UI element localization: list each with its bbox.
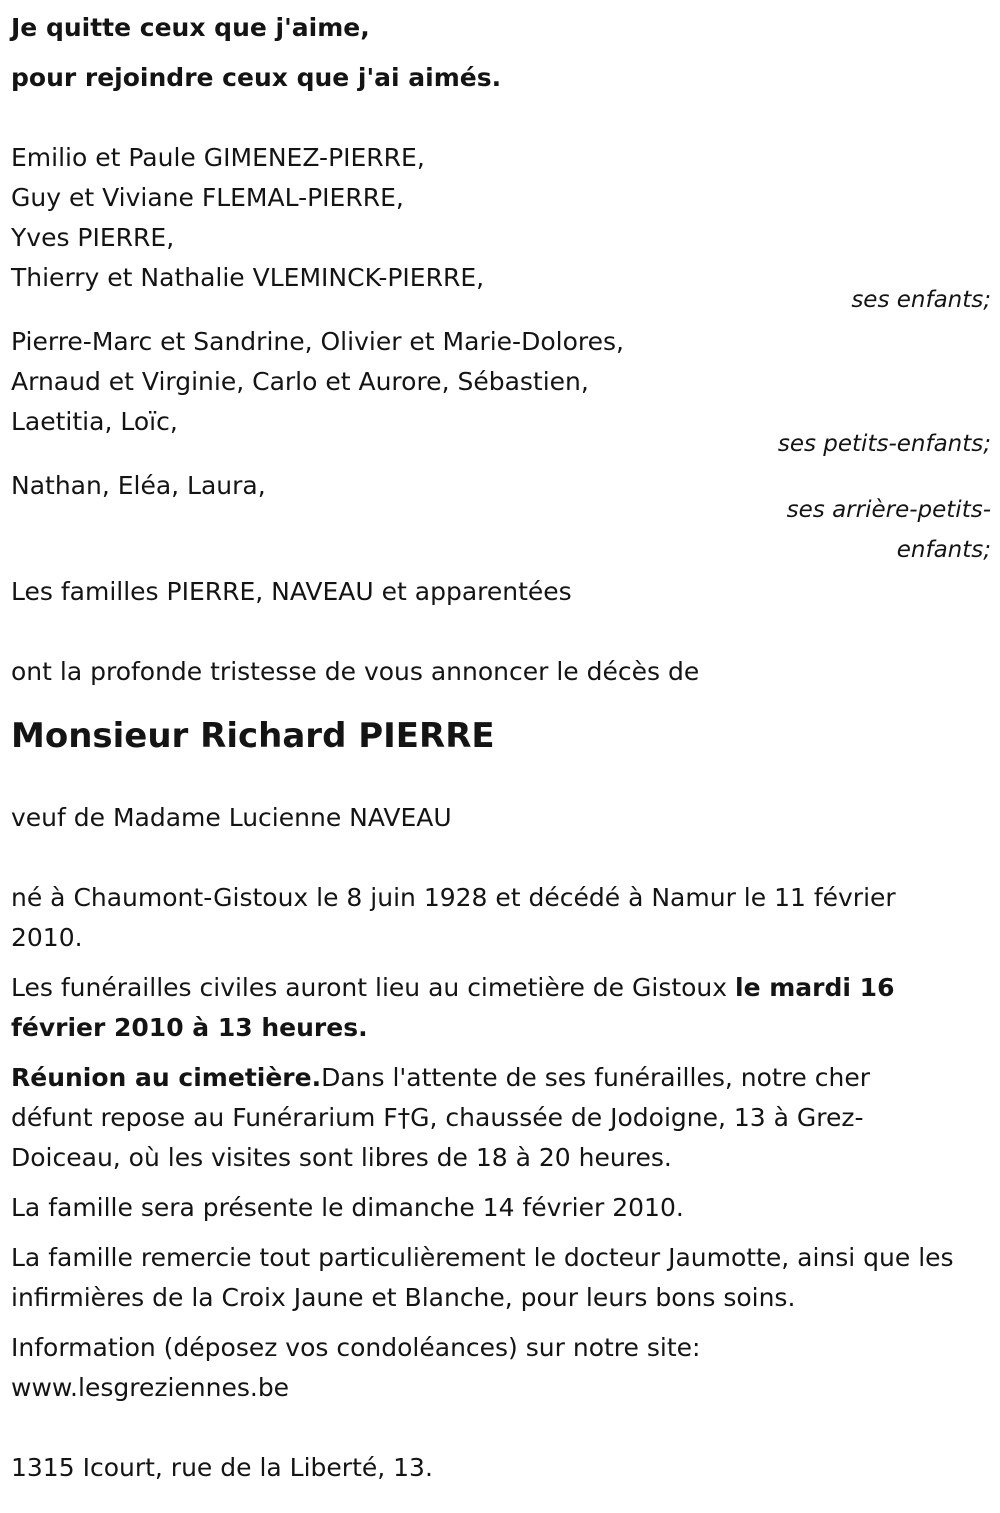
child-name: Emilio et Paule GIMENEZ-PIERRE, — [11, 143, 425, 172]
grandchild-names: Pierre-Marc et Sandrine, Olivier et Marie-Dolores, — [11, 327, 624, 356]
grandchild-names: Laetitia, Loïc, — [11, 407, 178, 436]
children-section — [11, 138, 991, 320]
funeral-paragraph — [11, 968, 951, 1048]
reunion-paragraph — [11, 1058, 911, 1178]
thanks-paragraph: La famille remercie tout particulièrement le docteur Jaumotte, ainsi que les infirmières de la Croix Jaune et Blanche, pour leurs bons soins. — [11, 1243, 954, 1312]
info-line: Information (déposez vos condoléances) sur notre site: — [11, 1333, 701, 1362]
obituary-notice — [11, 0, 991, 1488]
child-name: Yves PIERRE, — [11, 223, 175, 252]
birth-death-paragraph: né à Chaumont-Gistoux le 8 juin 1928 et décédé à Namur le 11 février 2010. — [11, 883, 896, 952]
grandchild-names: Arnaud et Virginie, Carlo et Aurore, Sébastien, — [11, 367, 589, 396]
funeral-text: Les funérailles civiles auront lieu au cimetière de Gistoux — [11, 973, 736, 1002]
child-name: Guy et Viviane FLEMAL-PIERRE, — [11, 183, 404, 212]
deceased-name: Monsieur Richard PIERRE — [11, 716, 495, 756]
address-line: 1315 Icourt, rue de la Liberté, 13. — [11, 1453, 433, 1482]
presence-paragraph: La famille sera présente le dimanche 14 février 2010. — [11, 1193, 684, 1222]
great-grandchild-names: Nathan, Eléa, Laura, — [11, 471, 266, 500]
grandchildren-label: ses petits-enfants; — [777, 431, 991, 457]
reunion-text: Dans l'attente de ses funérailles, notre cher défunt repose au Funérarium F†G, chaussée de Jodoigne, 13 à Grez-Doiceau, où les visites sont libres de 18 à 20 heures. — [11, 1063, 870, 1172]
reunion-heading: Réunion au cimetière. — [11, 1063, 322, 1092]
epigraph-line-2: pour rejoindre ceux que j'ai aimés. — [11, 63, 502, 92]
announcement-line: ont la profonde tristesse de vous annoncer le décès de — [11, 657, 700, 686]
funeral-date: le mardi 16 février 2010 à 13 heures. — [11, 973, 895, 1042]
great-grandchildren-section — [11, 466, 991, 570]
children-label: ses enfants; — [851, 287, 991, 313]
families-line: Les familles PIERRE, NAVEAU et apparentées — [11, 577, 572, 606]
widower-line: veuf de Madame Lucienne NAVEAU — [11, 803, 452, 832]
child-name: Thierry et Nathalie VLEMINCK-PIERRE, — [11, 263, 485, 292]
great-grandchildren-label-2: enfants; — [896, 537, 991, 563]
great-grandchildren-label-1: ses arrière-petits- — [786, 497, 991, 523]
epigraph-line-1: Je quitte ceux que j'aime, — [11, 13, 370, 42]
website-link[interactable]: www.lesgreziennes.be — [11, 1373, 290, 1402]
grandchildren-section — [11, 322, 991, 464]
